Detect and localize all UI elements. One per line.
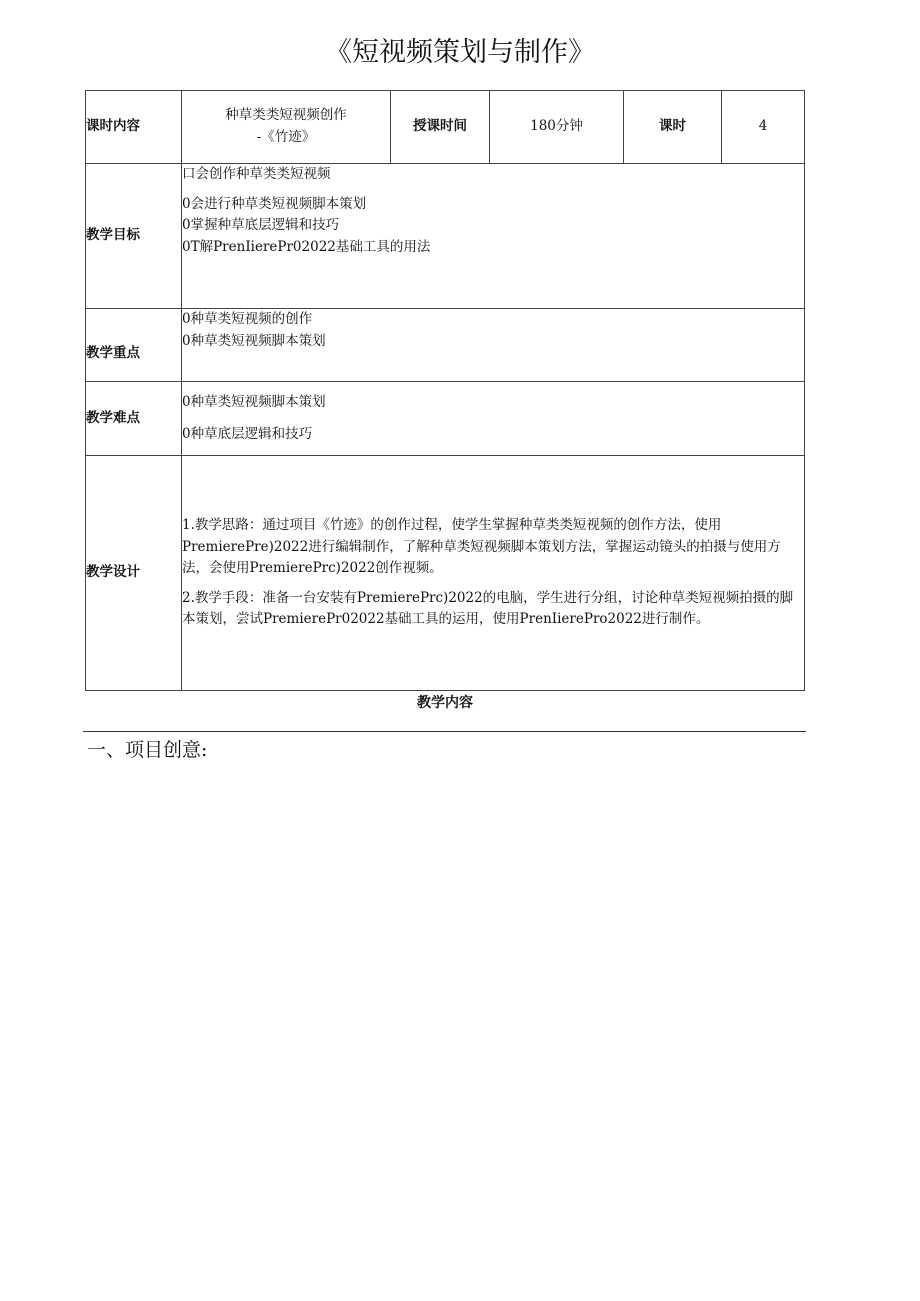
design-paragraph-approach: 1.教学思路：通过项目《竹迹》的创作过程，使学生掌握种草类类短视频的创作方法，使用PremierePre)2022进行编辑制作，了解种草类短视频脚本策划方法，掌握运动镜头的拍摄与使用方法，会使用PremierePrc)2022创作视频。: [182, 517, 781, 577]
label-key-points: 教学重点: [86, 309, 182, 382]
row-key-points: [86, 309, 805, 382]
document-title: 《短视频策划与制作》: [325, 37, 595, 68]
key-points-list: [182, 309, 805, 382]
row-difficulties: [86, 382, 805, 456]
lesson-content-value: [182, 91, 391, 164]
label-difficulties: 教学难点: [86, 382, 182, 456]
lesson-content-line1: 种草类类短视频创作: [225, 107, 347, 124]
difficulty-item: 0种草底层逻辑和技巧: [182, 425, 313, 442]
label-lesson-content: 课时内容: [86, 91, 182, 164]
difficulty-item: 0种草类短视频脚本策划: [182, 393, 326, 410]
teaching-time-value: 180分钟: [490, 91, 624, 164]
objectives-list: [182, 164, 805, 309]
objective-item: 0掌握种草底层逻辑和技巧: [182, 217, 340, 234]
section-title-teaching-content: 教学内容: [417, 695, 473, 711]
objective-item: 0T解PrenIierePr02022基础工具的用法: [182, 238, 431, 255]
design-paragraph-means: 2.教学手段：准备一台安装有PremierePrc)2022的电脑，学生进行分组，讨论种草类短视频拍摄的脚本策划，尝试PremierePr02022基础工具的运用，使用PrenIierePro2022进行制作。: [182, 589, 794, 628]
key-point-item: 0种草类短视频脚本策划: [182, 332, 326, 349]
heading-project-idea: 一、项目创意:: [87, 739, 208, 761]
row-design: [86, 456, 805, 691]
row-lesson-content: [86, 91, 805, 164]
objective-item: 口会创作种草类类短视频: [182, 166, 331, 182]
label-class-hours: 课时: [624, 91, 722, 164]
key-point-item: 0种草类短视频的创作: [182, 311, 313, 327]
horizontal-divider: [83, 731, 806, 732]
label-design: 教学设计: [86, 456, 182, 691]
difficulties-list: [182, 382, 805, 456]
lesson-content-line2: -《竹迹》: [256, 129, 316, 145]
objective-item: 0会进行种草类短视频脚本策划: [182, 195, 367, 212]
design-content: [182, 456, 805, 691]
lesson-plan-table: [85, 90, 805, 691]
label-teaching-time: 授课时间: [391, 91, 490, 164]
label-objectives: 教学目标: [86, 164, 182, 309]
class-hours-value: 4: [722, 91, 805, 164]
row-objectives: [86, 164, 805, 309]
